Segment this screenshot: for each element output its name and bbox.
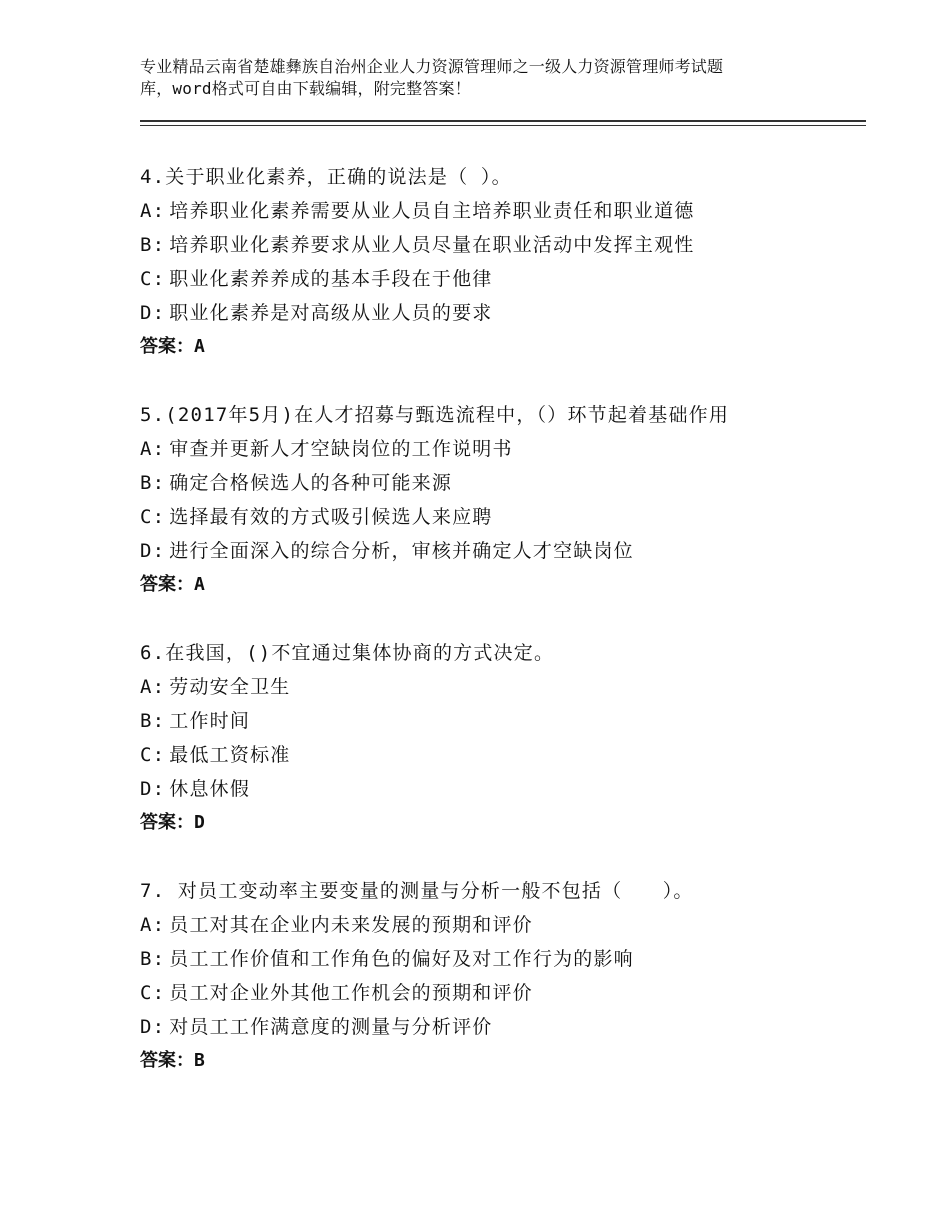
header-rule-thin xyxy=(140,125,866,126)
option-a xyxy=(140,670,860,704)
option-text: 最低工资标准 xyxy=(169,744,291,766)
option-d xyxy=(140,296,860,330)
answer-row xyxy=(140,1044,860,1078)
option-key: B: xyxy=(140,710,166,732)
option-a xyxy=(140,194,860,228)
option-text: 休息休假 xyxy=(169,778,251,800)
option-text: 职业化素养是对高级从业人员的要求 xyxy=(169,302,493,324)
option-text: 确定合格候选人的各种可能来源 xyxy=(169,472,453,494)
option-text: 对员工工作满意度的测量与分析评价 xyxy=(169,1016,493,1038)
option-key: D: xyxy=(140,1016,166,1038)
option-text: 员工对其在企业内未来发展的预期和评价 xyxy=(169,914,533,936)
answer-value: A xyxy=(194,336,205,357)
option-c xyxy=(140,976,860,1010)
option-key: C: xyxy=(140,506,166,528)
answer-label: 答案： xyxy=(140,574,194,595)
answer-value: B xyxy=(194,1050,205,1071)
option-key: C: xyxy=(140,744,166,766)
option-d xyxy=(140,772,860,806)
option-key: D: xyxy=(140,302,166,324)
question-stem: 5.(2017年5月)在人才招募与甄选流程中，（）环节起着基础作用 xyxy=(140,404,730,426)
option-text: 进行全面深入的综合分析，审核并确定人才空缺岗位 xyxy=(169,540,634,562)
option-key: D: xyxy=(140,540,166,562)
option-text: 劳动安全卫生 xyxy=(169,676,291,698)
option-key: B: xyxy=(140,472,166,494)
option-key: C: xyxy=(140,268,166,290)
header-title-line-2: 库，word格式可自由下载编辑，附完整答案！ xyxy=(140,79,471,98)
answer-row xyxy=(140,806,860,840)
option-text: 员工对企业外其他工作机会的预期和评价 xyxy=(169,982,533,1004)
option-text: 审查并更新人才空缺岗位的工作说明书 xyxy=(169,438,513,460)
question-5 xyxy=(140,398,860,602)
option-b xyxy=(140,228,860,262)
answer-row xyxy=(140,330,860,364)
option-key: C: xyxy=(140,982,166,1004)
option-key: D: xyxy=(140,778,166,800)
option-text: 培养职业化素养需要从业人员自主培养职业责任和职业道德 xyxy=(169,200,695,222)
option-text: 职业化素养养成的基本手段在于他律 xyxy=(169,268,493,290)
header-title-line-1: 专业精品云南省楚雄彝族自治州企业人力资源管理师之一级人力资源管理师考试题 xyxy=(140,57,724,76)
option-key: A: xyxy=(140,676,166,698)
option-key: A: xyxy=(140,200,166,222)
document-header xyxy=(140,56,840,100)
option-key: A: xyxy=(140,914,166,936)
option-key: A: xyxy=(140,438,166,460)
question-stem: 6.在我国，()不宜通过集体协商的方式决定。 xyxy=(140,642,555,664)
option-d xyxy=(140,534,860,568)
question-4 xyxy=(140,160,860,364)
answer-row xyxy=(140,568,860,602)
header-rule-thick xyxy=(140,120,866,122)
answer-label: 答案： xyxy=(140,1050,194,1071)
question-stem: 4.关于职业化素养，正确的说法是（ ）。 xyxy=(140,166,512,188)
option-b xyxy=(140,704,860,738)
option-text: 培养职业化素养要求从业人员尽量在职业活动中发挥主观性 xyxy=(169,234,695,256)
answer-label: 答案： xyxy=(140,336,194,357)
answer-value: A xyxy=(194,574,205,595)
answer-label: 答案： xyxy=(140,812,194,833)
option-c xyxy=(140,500,860,534)
option-d xyxy=(140,1010,860,1044)
option-text: 工作时间 xyxy=(169,710,251,732)
option-c xyxy=(140,262,860,296)
option-b xyxy=(140,466,860,500)
question-stem: 7. 对员工变动率主要变量的测量与分析一般不包括（ ）。 xyxy=(140,880,694,902)
option-text: 员工工作价值和工作角色的偏好及对工作行为的影响 xyxy=(169,948,634,970)
option-a xyxy=(140,432,860,466)
question-7 xyxy=(140,874,860,1078)
option-text: 选择最有效的方式吸引候选人来应聘 xyxy=(169,506,493,528)
option-b xyxy=(140,942,860,976)
question-6 xyxy=(140,636,860,840)
option-c xyxy=(140,738,860,772)
option-key: B: xyxy=(140,948,166,970)
option-key: B: xyxy=(140,234,166,256)
question-list xyxy=(140,160,860,1112)
option-a xyxy=(140,908,860,942)
answer-value: D xyxy=(194,812,205,833)
